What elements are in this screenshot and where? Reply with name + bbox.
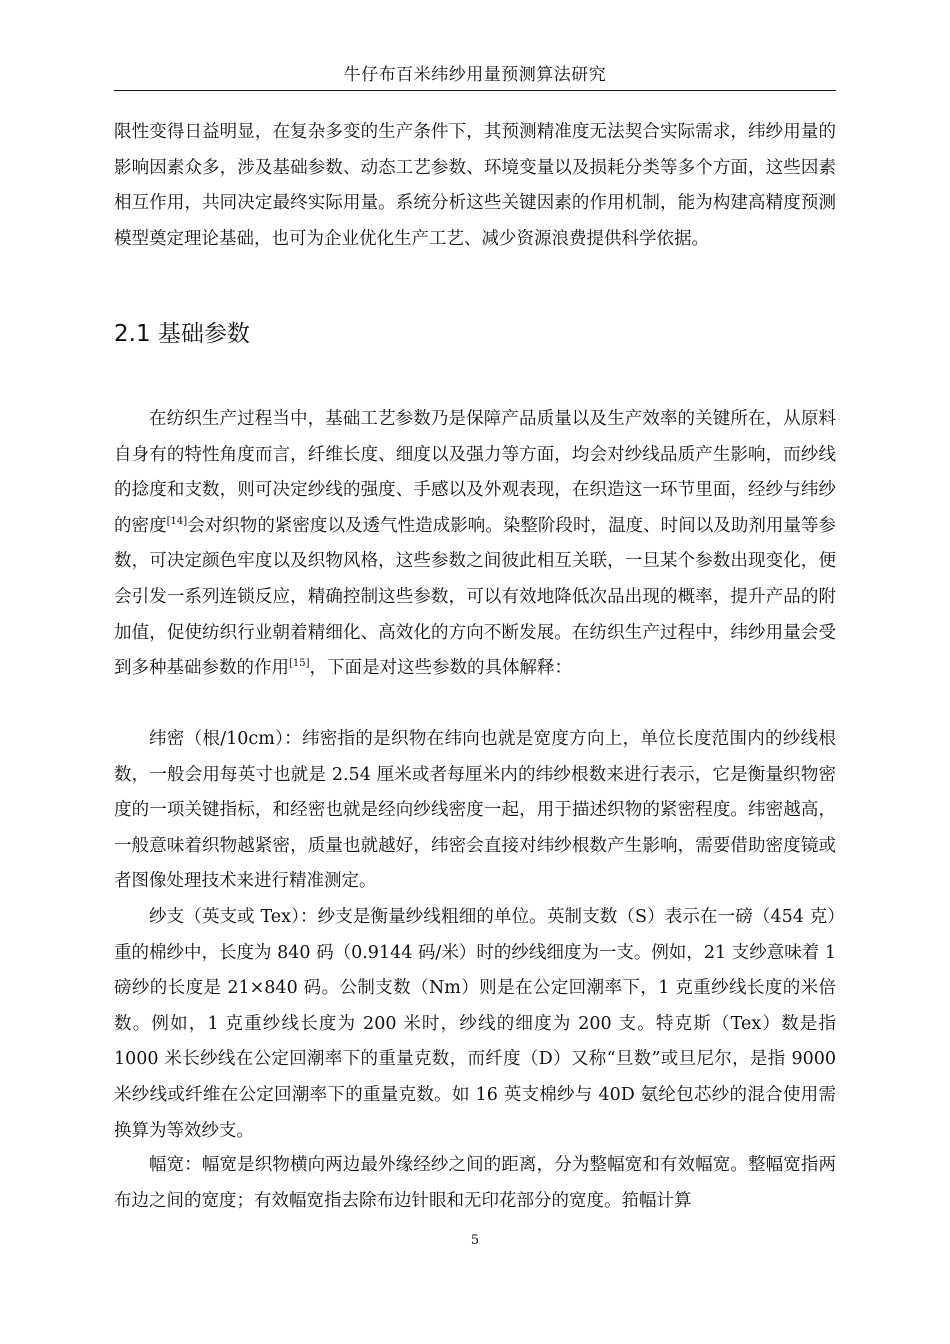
header-rule bbox=[114, 90, 836, 91]
paragraph-basic-parameters bbox=[114, 402, 836, 687]
running-header: 牛仔布百米纬纱用量预测算法研究 bbox=[343, 65, 607, 85]
paragraph-text: 在纺织生产过程当中，基础工艺参数乃是保障产品质量以及生产效率的关键所在，从原料自身有的特性角度而言，纤维长度、细度以及强力等方面，均会对纱线品质产生影响，而纱线的捻度和支数，则可决定纱线的强度、手感以及外观表现，在织造这一环节里面，经纱与纬纱的密度 bbox=[114, 409, 836, 536]
paragraph-fabric-width: 幅宽：幅宽是织物横向两边最外缘经纱之间的距离，分为整幅宽和有效幅宽。整幅宽指两布边之间的宽度；有效幅宽指去除布边针眼和无印花部分的宽度。筘幅计算 bbox=[114, 1155, 836, 1211]
citation-14: [14] bbox=[166, 515, 188, 527]
section-heading: 2.1 基础参数 bbox=[114, 321, 250, 347]
intro-paragraph: 限性变得日益明显，在复杂多变的生产条件下，其预测精准度无法契合实际需求，纬纱用量的影响因素众多，涉及基础参数、动态工艺参数、环境变量以及损耗分类等多个方面，这些因素相互作用，共同决定最终实际用量。系统分析这些关键因素的作用机制，能为构建高精度预测模型奠定理论基础，也可为企业优化生产工艺、减少资源浪费提供科学依据。 bbox=[114, 122, 836, 249]
paragraph-yarn-count: 纱支（英支或 Tex）：纱支是衡量纱线粗细的单位。英制支数（S）表示在一磅（454 克）重的棉纱中，长度为 840 码（0.9144 码/米）时的纱线细度为一支。例如，21 支纱意味着 1 磅纱的长度是 21×840 码。公制支数（Nm）则是在公定回潮率下，1 克重纱线长度的米倍数。例如，1 克重纱线长度为 200 米时，纱线的细度为 200 支。特克斯（Tex）数是指 1000 米长纱线在公定回潮率下的重量克数，而纤度（D）又称“旦数”或旦尼尔，是指 9000 米纱线或纤维在公定回潮率下的重量克数。如 16 英支棉纱与 40D 氨纶包芯纱的混合使用需换算为等效纱支。 bbox=[114, 907, 836, 1141]
paragraph-text: ，下面是对这些参数的具体解释： bbox=[309, 658, 573, 679]
page-number: 5 bbox=[470, 1233, 480, 1248]
paragraph-text: 会对织物的紧密度以及透气性造成影响。染整阶段时，温度、时间以及助剂用量等参数，可决定颜色牢度以及织物风格，这些参数之间彼此相互关联，一旦某个参数出现变化，便会引发一系列连锁反应，精确控制这些参数，可以有效地降低次品出现的概率，提升产品的附加值，促使纺织行业朝着精细化、高效化的方向不断发展。在纺织生产过程中，纬纱用量会受到多种基础参数的作用 bbox=[114, 515, 837, 679]
citation-15: [15] bbox=[289, 658, 310, 670]
paragraph-weft-density: 纬密（根/10cm）：纬密指的是织物在纬向也就是宽度方向上，单位长度范围内的纱线根数，一般会用每英寸也就是 2.54 厘米或者每厘米内的纬纱根数来进行表示，它是衡量织物密度的一项关键指标，和经密也就是经向纱线密度一起，用于描述织物的紧密程度。纬密越高，一般意味着织物越紧密，质量也就越好，纬密会直接对纬纱根数产生影响，需要借助密度镜或者图像处理技术来进行精准测定。 bbox=[114, 729, 836, 892]
